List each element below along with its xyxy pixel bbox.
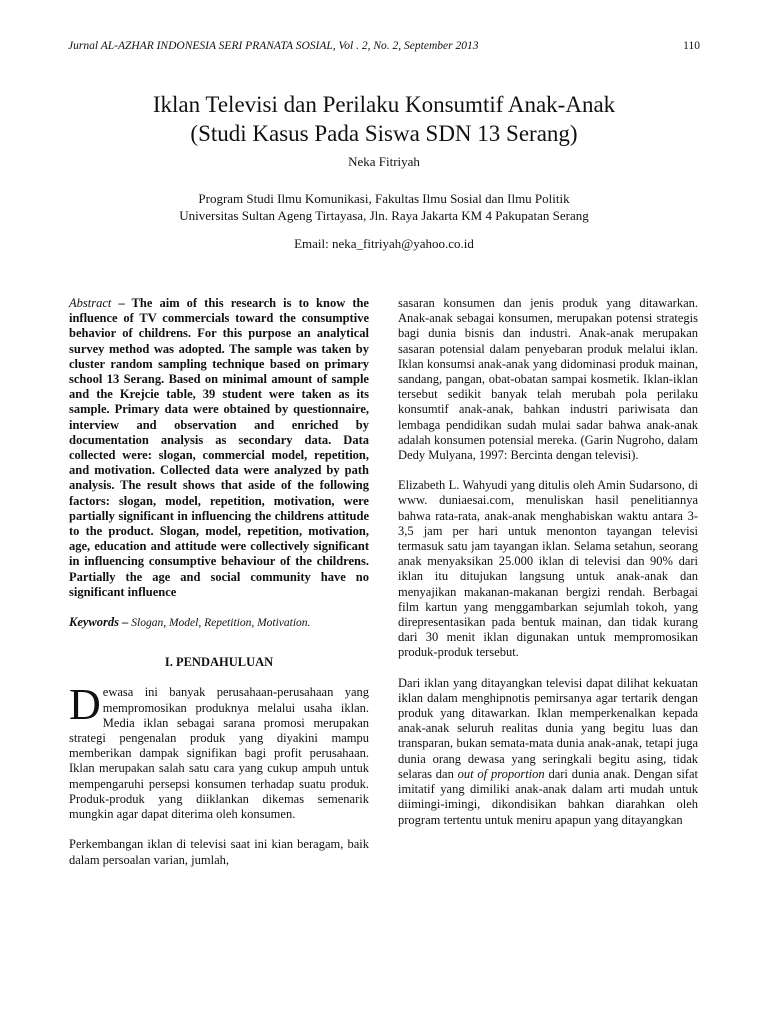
abstract-text: The aim of this research is to know the influence of TV commercials toward the consumptive behavior of childrens. For this purpose an analytical survey method was adopted. The sample was taken by cluster random sampling technique based on primary school 13 Serang. Based on minimal amount of sample and the Krejcie table, 39 student were taken as its sample. Primary data were obtained by questionnaire, interview and observation and enriched by documentation analysis as secondary data. Data collected were: slogan, commercial model, repetition, and motivation. Collected data were analyzed by path analysis. The result shows that aside of the following factors: slogan, model, repetition, motivation, were partially significant in influencing the childrens attitude to the product. Slogan, model, repetition, motivation, age, education and attitude were collectively significant in influencing consumptive behaviour of the childrens. Partially the age and social community have no significant influence bbox=[69, 296, 369, 599]
right-paragraph-2: Elizabeth L. Wahyudi yang ditulis oleh Amin Sudarsono, di www. duniaesai.com, menuliskan hasil penelitiannya bahwa rata-rata, anak-anak menghabiskan waktu antara 3-3,5 jam per hari untuk menonton tayangan televisi termasuk satu jam tayangan iklan. Selama setahun, seorang anak menyaksikan 25.000 iklan di televisi dan 90% dari iklan itu ditujukan langsung untuk anak-anak dan menyajikan makanan-makanan bergizi rendah. Berbagai film kartun yang menggambarkan sejumlah tokoh, yang direpresentasikan pada bentuk mainan, dan tidak kurang dari 30 menit iklan digunakan untuk mempromosikan produk-produk tersebut. bbox=[398, 478, 698, 660]
left-column bbox=[69, 296, 369, 868]
paper-title bbox=[40, 90, 728, 148]
intro-paragraph-2: Perkembangan iklan di televisi saat ini kian beragam, baik dalam persoalan varian, jumlah, bbox=[69, 837, 369, 867]
keywords-paragraph bbox=[69, 615, 369, 631]
intro-paragraph-1 bbox=[69, 680, 369, 822]
running-header bbox=[68, 40, 700, 52]
right-column bbox=[398, 296, 698, 828]
right-paragraph-3-end: dari dunia anak. Dengan sifat imitatif yang dimiliki anak-anak dalam arti mudah untuk diimingi-imingi, dikondisikan bahkan diarahkan oleh program tertentu untuk meniru apapun yang ditayangkan bbox=[398, 766, 698, 827]
keywords-text: Slogan, Model, Repetition, Motivation. bbox=[128, 617, 311, 630]
affiliation bbox=[40, 190, 728, 224]
keywords-label: Keywords – bbox=[69, 615, 129, 630]
italic-phrase: out of proportion bbox=[457, 766, 545, 781]
right-paragraph-1: sasaran konsumen dan jenis produk yang ditawarkan. Anak-anak sebagai konsumen, merupakan potensi strategis bagi dunia bisnis dan industri. Anak-anak merupakan sasaran potensial dalam penyebaran produk melalui iklan. Iklan konsumsi anak-anak yang didominasi produk mainan, sandang, pangan, obat-obatan sampai kosmetik. Iklan-iklan tersebut sedikit banyak telah merubah pola perilaku konsumtif anak-anak, bahkan industri pariwisata dan lembaga pendidikan sudah mulai sadar bahwa anak-anak adalah konsumen potensial mereka. (Garin Nugroho, dalam Dedy Mulyana, 1997: Bercinta dengan televisi). bbox=[398, 296, 698, 463]
journal-citation: Jurnal AL-AZHAR INDONESIA SERI PRANATA SOSIAL, Vol . 2, No. 2, September 2013 bbox=[68, 40, 479, 52]
right-paragraph-3 bbox=[398, 676, 698, 828]
drop-cap: D bbox=[69, 680, 101, 730]
author-name: Neka Fitriyah bbox=[348, 154, 420, 169]
affiliation-line-2: Universitas Sultan Ageng Tirtayasa, Jln. Raya Jakarta KM 4 Pakupatan Serang bbox=[179, 208, 589, 223]
section-heading: I. PENDAHULUAN bbox=[164, 655, 274, 670]
abstract-dash: – bbox=[111, 296, 132, 310]
right-paragraph-3-start: Dari iklan yang ditayangkan televisi dapat dilihat kekuatan iklan dalam menghipnotis pemirsanya agar tertarik dengan produk yang ditawarkan. Iklan memperkenalkan kepada anak-anak seluruh realitas dunia yang begitu luas dan transparan, bukan semata-mata dunia anak-anak, tetapi juga dunia orang dewasa yang seringkali begitu asing, tidak selaras dan bbox=[398, 675, 698, 781]
intro-paragraph-1-text: ewasa ini banyak perusahaan-perusahaan yang mempromosikan produknya melalui usaha iklan. Media iklan sebagai sarana promosi merupakan strategi pengenalan produk yang diyakini mampu memberikan dampak signifikan bagi profit perusahaan. Iklan merupakan salah satu cara yang cukup ampuh untuk mempengaruhi persepsi konsumen terhadap suatu produk. Produk-produk yang diiklankan dikemas semenarik mungkin agar dapat diterima oleh konsumen. bbox=[69, 685, 369, 822]
abstract-paragraph bbox=[69, 296, 369, 600]
title-line-2: (Studi Kasus Pada Siswa SDN 13 Serang) bbox=[190, 121, 578, 146]
page-number: 110 bbox=[683, 40, 700, 52]
affiliation-line-1: Program Studi Ilmu Komunikasi, Fakultas Ilmu Sosial dan Ilmu Politik bbox=[198, 191, 570, 206]
abstract-label: Abstract bbox=[69, 296, 112, 310]
author-email: Email: neka_fitriyah@yahoo.co.id bbox=[294, 236, 474, 251]
title-line-1: Iklan Televisi dan Perilaku Konsumtif Anak-Anak bbox=[152, 92, 616, 117]
